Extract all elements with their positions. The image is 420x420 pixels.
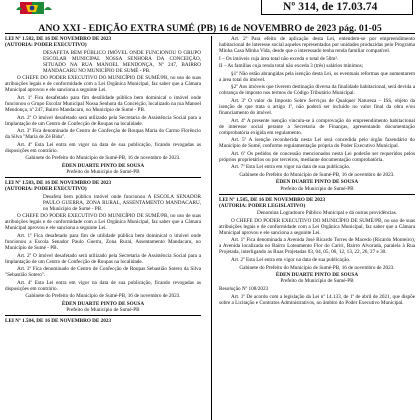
law-article: Art. 3º O valor do Imposto Sobre Serviços de Qualquer Natureza – ISS, objeto da isenção de que trata o artigo 1º, não poderá ser incluído no valor final da obra e/ou financiamento do imóvel. — [219, 97, 415, 117]
law-1582 — [5, 36, 201, 175]
law-closing: Gabinete do Prefeito do Município de Sumé-PB, 16 de novembro de 2023. — [25, 155, 181, 162]
law-item: I – Os imóveis cuja área total não exceda o total de 50m². — [219, 55, 339, 62]
section-divider — [5, 315, 201, 316]
law-article: Art. 5º A isenção reconhecida nesta Lei será concedida pelo órgão fazendário do Município de Sumé, conforme regulamentação própria do Poder Executivo Municipal. — [219, 137, 415, 150]
section-divider — [219, 194, 415, 195]
resolution-header: Resolução Nº 108/2023 — [219, 286, 269, 293]
section-divider — [5, 177, 201, 178]
signature-name: ÉDEN DUARTE PINTO DE SOUSA — [61, 162, 145, 169]
law-article: Art. 1º Fica desafetado para fim de utilidade pública bem dominical o imóvel onde funcionou a Escola Senador Paulo Guerra, Zona Rural, Assentamento Mandacaru, no Município de Sumé - PB. — [5, 232, 201, 251]
law-article: Art. 3º Fica denominado de Centro de Confecção de Roupas Maria do Carmo Florêncio da Silva "Maria de Zé Bidu". — [5, 128, 201, 141]
law-article: Art. 4º Esta Lei entra em vigor na data de sua publicação, ficando revogadas as disposições em contrário. — [5, 279, 201, 292]
column-divider — [211, 36, 212, 420]
law-header: LEI Nº 1.583, DE 16 DE NOVEMBRO DE 2023 (AUTORIA: PODER EXECUTIVO) — [5, 179, 112, 193]
signature-name: ÉDEN DUARTE PINTO DE SOUSA — [61, 300, 145, 307]
law-article: Art. 1º Fica denominada a Avenida José Ricardo Torres de Macedo (Ricardo Monteiro), a Avenida localizada no Bairro Loteamento Flor do Cariri, Bairro Alvorada, paralela à Rua Projetada, interligando as Ruas Projetadas 03, 04, 05, 06, 12, 13, 22, 26, 27 e 30. — [219, 237, 415, 256]
left-column — [5, 36, 201, 420]
law-article: Art. 7º Esta Lei entra em vigor na data de sua publicação. — [231, 164, 351, 171]
law-header: LEI Nº 1.584, DE 16 DE NOVEMBRO DE 2023 — [5, 317, 112, 324]
signature-name: ÉDEN DUARTE PINTO DE SOUSA — [275, 272, 359, 279]
signature-title: Prefeito do Município de Sumé-PB — [66, 168, 140, 175]
law-article: Art. 2º O imóvel desafetado será utilizado pela Secretaria de Assistência Social para a Implantação de um Centro de Confecção de Roupas na localidade. — [5, 252, 201, 265]
signature-title: Prefeito do Município de Sumé-PB — [280, 278, 354, 285]
edition-line: ANO XXI - EDIÇÃO EXTRA SUMÉ (PB) 16 de NOVEMBRO de 2023 pág. 01-05 — [38, 23, 382, 34]
municipal-crest-icon — [14, 0, 54, 16]
law-closing: Gabinete do Prefeito do Município de Sumé-PB, 16 de novembro de 2023. — [239, 264, 395, 271]
law-article: Art. 1º Fica desafetado para fim destilidade pública bem dominical o imóvel onde funcionou o Grupo Escolar Municipal Nossa Senhora da Conceição, localizado na rua Manoel Mendonça, nº 247, Bairro Mandacaru, no Município de Sumé - PB. — [5, 94, 201, 114]
law-header: LEI Nº 1.582, DE 16 DE NOVEMBRO DE 2023 (AUTORIA: PODER EXECUTIVO) — [5, 36, 112, 49]
header-divider — [5, 33, 415, 34]
law-article: Art. 6º Os pedidos de concessão mencionados nesta Lei poderão ser requeridos pelos próprios proprietários ou por terceiros, mediante documentação comprobatória. — [219, 150, 415, 163]
law-article: Art. 2º Para efeito de aplicação desta Lei, entendem-se por empreendimento habitacional de interesse social aqueles representados por unidades produzidas pelo Programa Minha Casa Minha Vida, desde que o interessado tenha renda familiar compatível. — [219, 36, 415, 55]
law-article: Art. 2º Esta Lei entra em vigor na data de sua publicação. — [231, 257, 351, 263]
law-1585 — [219, 197, 415, 285]
law-article: Art. 2º O imóvel desafetado será utilizado pela Secretaria de Assistência Social para a Implantação de um Centro de Confecção de Roupas na localidade. — [5, 114, 201, 127]
law-closing: Gabinete do Prefeito do Município de Sumé-PB, 16 de novembro de 2023. — [239, 171, 395, 178]
masthead — [0, 0, 420, 34]
law-ementa: Denomina Logradouro Público Municipal e dá outras providências. — [257, 210, 398, 217]
law-preamble: O CHEFE DO PODER EXECUTIVO DO MUNICÍPIO DE SUMÉ/PB, no uso de suas atribuições legais e de conformidade com a Lei Orgânica Municipal, faz saber que a Câmara Municipal aprovou e ele sanciona a seguinte Lei. — [5, 213, 201, 232]
law-preamble: O CHEFE DO PODER EXECUTIVO DO MUNICÍPIO DE SUMÉ/PB, no uso de suas atribuições legais e de conformidade com a Lei Orgânica Municipal, faz saber que a Câmara Municipal aprovou e ele sanciona a seguinte Lei. — [219, 217, 415, 236]
law-article: Art. 3º Fica denominado de Centro de Confecção de Roupas Sebastião Sotero da Silva "Sebastião Sotero". — [5, 266, 201, 279]
law-article: Art. 4º A presente isenção vincula-se à comprovação do empreendimento habitacional de interesse social perante a Secretaria de Finanças, apresentando documentação comprobatória exigida em regulamento. — [219, 117, 415, 136]
signature-title: Prefeito do Município de Sumé-PB — [66, 306, 140, 313]
resolution-text: Art. 1º De acordo com a legislação da Lei nº 14.133, de 1º de abril de 2021, que dispõe sobre a Licitação e Contratos Administrativos, no âmbito do Poder Executivo Municipal. — [219, 293, 415, 306]
law-item: II – As famílias cuja renda total não exceda 3 (três) salários mínimos; — [219, 63, 364, 70]
law-article: Art. 4º Esta Lei entra em vigor na data de sua publicação, ficando revogadas as disposições em contrário. — [5, 141, 201, 154]
issue-number: Nº 314, de 17.03.74 — [283, 1, 378, 13]
signature-name: ÉDEN DUARTE PINTO DE SOUSA — [275, 179, 359, 186]
law-closing: Gabinete do Prefeito do Município de Sumé-PB, 16 de novembro de 2023. — [25, 293, 181, 300]
law-1583 — [5, 180, 201, 313]
law-ementa: Desafeta bem público imóvel onde funcionou A ESCOLA SENADOR PAULO GUERRA, ZONA RURAL, ASSENTAMENTO MANDACARU, no Município de Sumé - PB. — [43, 193, 201, 212]
signature-title: Prefeito do Município de Sumé-PB — [280, 185, 354, 192]
law-paragraph: §2º Aos imóveis que tiverem destinação diversa da finalidade habitacional, será devida a cobrança de imposto nos termos do Código Tributário Municipal. — [219, 84, 415, 97]
law-header: LEI Nº 1.585, DE 16 DE NOVEMBRO DE 2023 (AUTORIA: PODER LEGISLATIVO) — [219, 196, 326, 209]
law-paragraph: §1º Não estão abrangidas pela isenção desta Lei, os eventuais reformas que aumentarem a área total do imóvel. — [219, 70, 415, 83]
law-preamble: O CHEFE DO PODER EXECUTIVO DO MUNICÍPIO DE SUMÉ/PB, no uso de suas atribuições legais e de conformidade com a Lei Orgânica Municipal, faz saber que a Câmara Municipal aprovou e ele sanciona a seguinte Lei. — [5, 75, 201, 94]
right-column — [219, 36, 415, 420]
law-ementa: DESAFETA BEM PÚBLICO IMÓVEL ONDE FUNCIONOU O GRUPO ESCOLAR MUNICIPAL NOSSA SENHORA DA CONCEIÇÃO, SITUADO NA RUA MANOEL MENDONÇA, Nº 247, BAIRRO MANDACARU NO MUNICÍPIO DE SUMÉ - PB. — [43, 49, 201, 74]
